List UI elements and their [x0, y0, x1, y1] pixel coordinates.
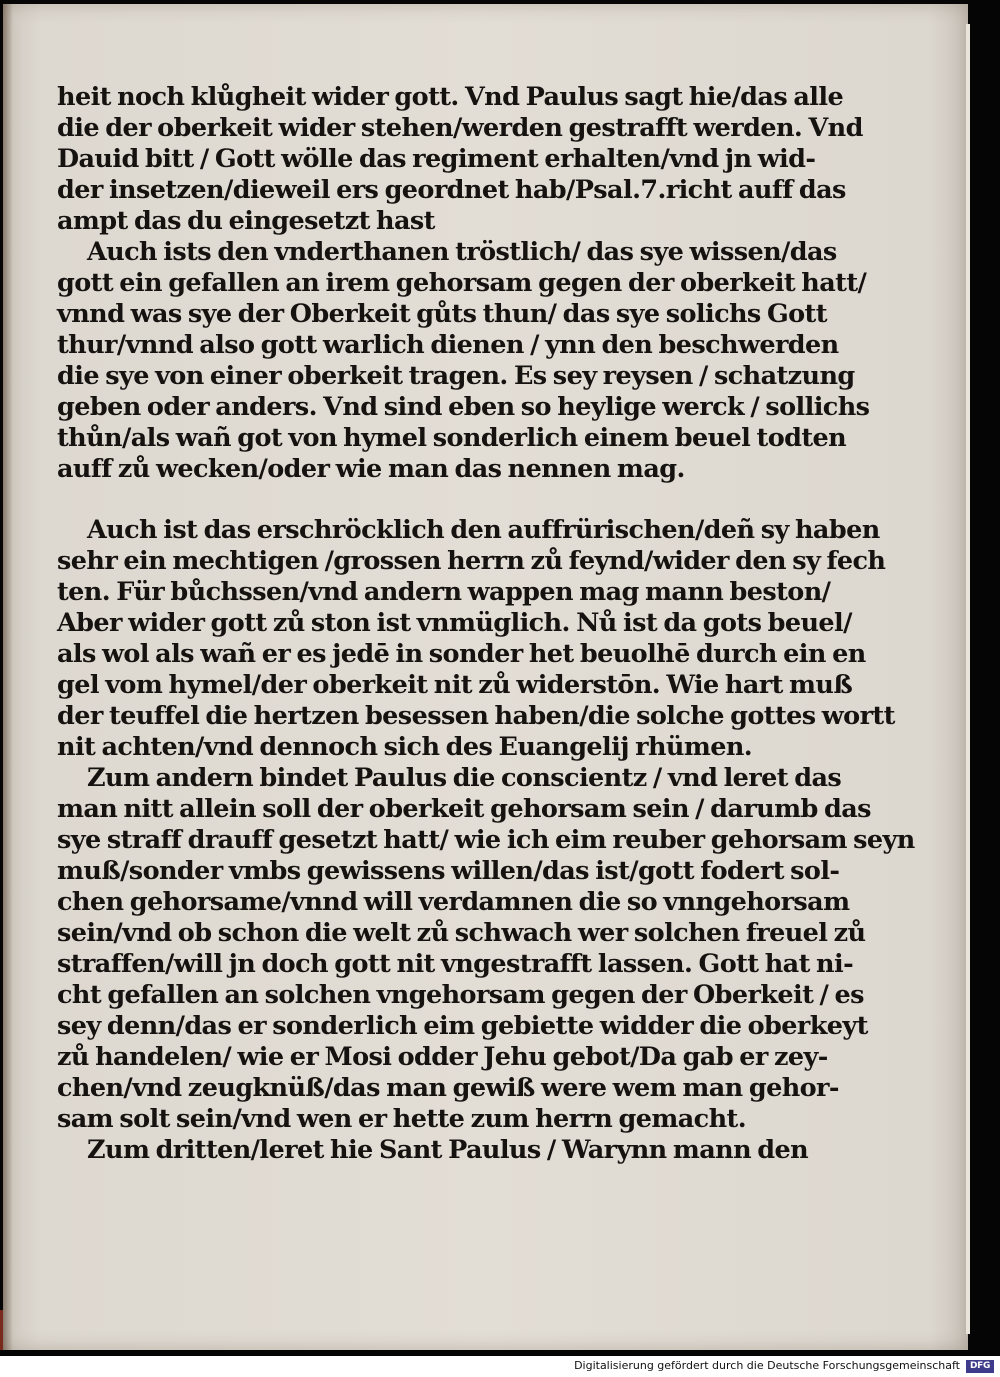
text-line: heit noch klůgheit wider gott. Vnd Paulus sagt hie/das alle	[57, 82, 844, 112]
text-line: Aber wider gott zů ston ist vnmüglich. Nů ist da gots beuel/	[57, 608, 852, 638]
text-line: gott ein gefallen an irem gehorsam gegen der oberkeit hatt/	[57, 268, 867, 298]
text-line: thůn/als wañ got von hymel sonderlich einem beuel todten	[57, 423, 847, 453]
text-line: nit achten/vnd dennoch sich des Euangelij rhümen.	[57, 732, 753, 762]
text-line: chen gehorsame/vnnd will verdamnen die so vnngehorsam	[57, 887, 850, 917]
text-line: muß/sonder vmbs gewissens willen/das ist/gott fodert sol-	[57, 856, 840, 886]
paragraph-gap	[57, 485, 795, 515]
book-page	[3, 4, 968, 1350]
text-line: ten. Für bůchssen/vnd andern wappen mag mann beston/	[57, 577, 831, 607]
text-line: sehr ein mechtigen /grossen herrn zů feynd/wider den sy fech	[57, 546, 886, 576]
text-line: Auch ist das erschröcklich den auffrürischen/deñ sy haben	[87, 515, 880, 545]
text-line: gel vom hymel/der oberkeit nit zů widerstōn. Wie hart muß	[57, 670, 853, 700]
page-text	[57, 82, 915, 1166]
text-line: zů handelen/ wie er Mosi odder Jehu gebot/Da gab er zey-	[57, 1042, 828, 1072]
text-line: cht gefallen an solchen vngehorsam gegen der Oberkeit / es	[57, 980, 864, 1010]
text-line: Auch ists den vnderthanen tröstlich/ das sye wissen/das	[87, 237, 837, 267]
text-line: die der oberkeit wider stehen/werden gestrafft werden. Vnd	[57, 113, 863, 143]
text-line: chen/vnd zeugknüß/das man gewiß were wem man gehor-	[57, 1073, 839, 1103]
text-line: straffen/will jn doch gott nit vngestrafft lassen. Gott hat ni-	[57, 949, 854, 979]
text-line: der teuffel die hertzen besessen haben/die solche gottes wortt	[57, 701, 895, 731]
dfg-logo: DFG	[966, 1360, 994, 1373]
text-line: der insetzen/dieweil ers geordnet hab/Psal.7.richt auff das	[57, 175, 846, 205]
text-line: sey denn/das er sonderlich eim gebiette widder die oberkeyt	[57, 1011, 868, 1041]
text-line: vnnd was sye der Oberkeit gůts thun/ das sye solichs Gott	[57, 299, 827, 329]
footer-credit: Digitalisierung gefördert durch die Deutsche Forschungsgemeinschaft	[574, 1359, 960, 1372]
cover-edge	[0, 1310, 3, 1350]
text-line: sam solt sein/vnd wen er hette zum herrn gemacht.	[57, 1104, 746, 1134]
text-line: Zum dritten/leret hie Sant Paulus / Warynn mann den	[87, 1135, 809, 1165]
text-line: Dauid bitt / Gott wölle das regiment erhalten/vnd jn wid-	[57, 144, 816, 174]
text-line: geben oder anders. Vnd sind eben so heylige werck / sollichs	[57, 392, 870, 422]
text-line: ampt das du eingesetzt hast	[57, 206, 435, 236]
text-line: Zum andern bindet Paulus die conscientz / vnd leret das	[87, 763, 842, 793]
page-edge	[966, 24, 970, 1334]
text-line: als wol als wañ er es jedē in sonder het beuolhē durch ein en	[57, 639, 866, 669]
text-line: man nitt allein soll der oberkeit gehorsam sein / darumb das	[57, 794, 871, 824]
digitization-footer	[0, 1356, 1000, 1377]
text-line: thur/vnnd also gott warlich dienen / ynn den beschwerden	[57, 330, 839, 360]
text-line: sein/vnd ob schon die welt zů schwach wer solchen freuel zů	[57, 918, 866, 948]
text-line: sye straff drauff gesetzt hatt/ wie ich eim reuber gehorsam seyn	[57, 825, 915, 855]
gutter-shadow	[3, 4, 13, 1350]
text-line: auff zů wecken/oder wie man das nennen mag.	[57, 454, 685, 484]
text-line: die sye von einer oberkeit tragen. Es sey reysen / schatzung	[57, 361, 855, 391]
